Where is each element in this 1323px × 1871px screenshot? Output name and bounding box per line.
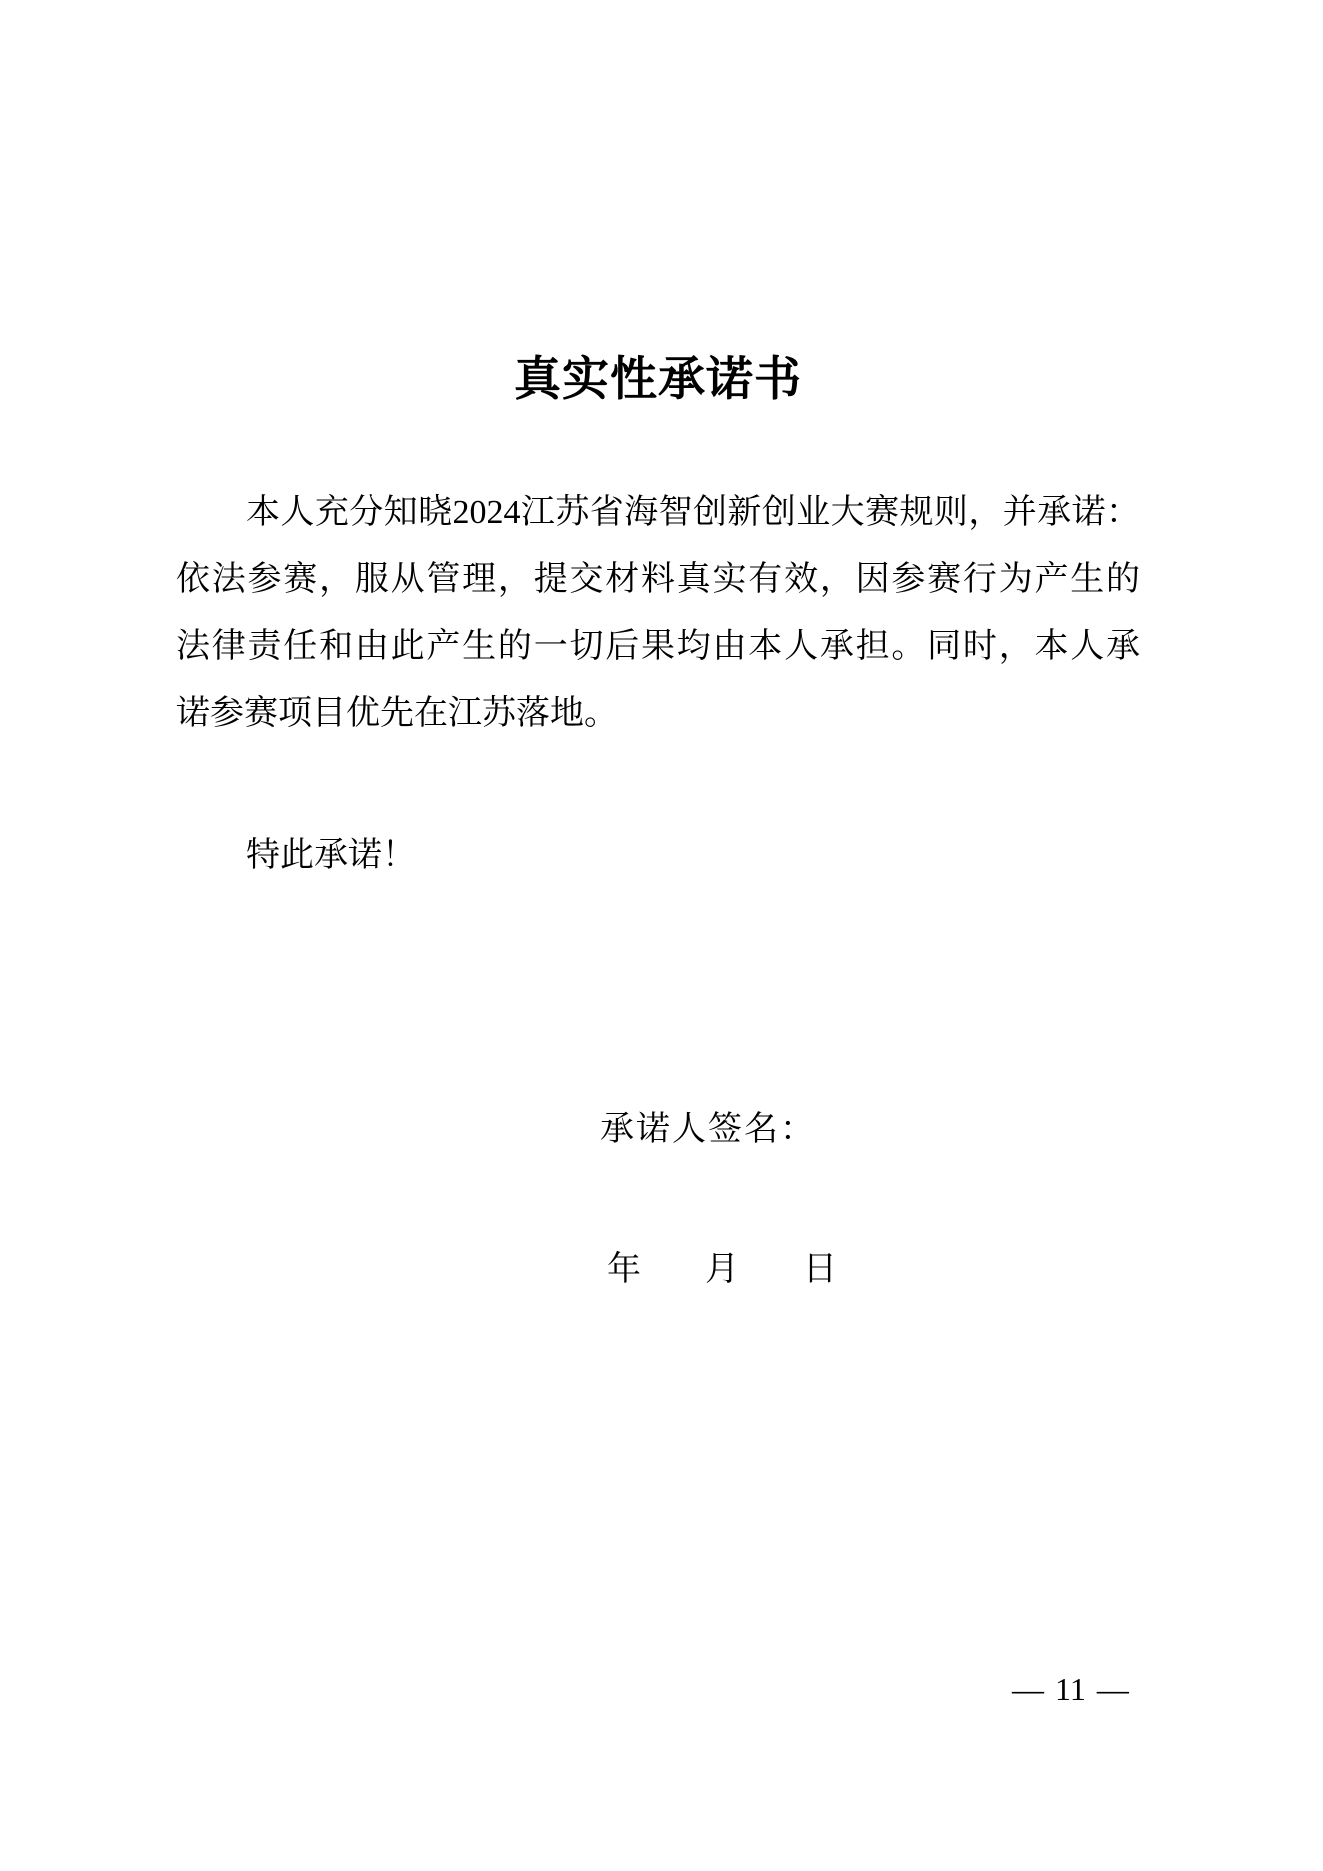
page-number: 11 xyxy=(1055,1671,1086,1707)
document-title: 真实性承诺书 xyxy=(514,354,802,407)
date-year-label: 年 xyxy=(607,1251,641,1288)
pledge-statement: 特此承诺！ xyxy=(246,837,416,874)
date-month-label: 月 xyxy=(705,1251,739,1288)
date-line xyxy=(607,1250,837,1291)
footer-left-dash: — xyxy=(1012,1671,1044,1707)
body-line-3: 法律责任和由此产生的一切后果均由本人承担。同时，本人承 xyxy=(176,628,1140,665)
body-line-2: 依法参赛，服从管理，提交材料真实有效，因参赛行为产生的 xyxy=(176,561,1140,598)
signature-label: 承诺人签名： xyxy=(600,1111,816,1148)
page-footer xyxy=(1012,1670,1129,1708)
body-line-4: 诺参赛项目优先在江苏落地。 xyxy=(176,695,618,732)
date-day-label: 日 xyxy=(803,1251,837,1288)
footer-right-dash: — xyxy=(1096,1671,1129,1707)
body-paragraph xyxy=(176,479,1140,747)
body-line-1: 本人充分知晓2024江苏省海智创新创业大赛规则，并承诺： xyxy=(246,494,1140,531)
